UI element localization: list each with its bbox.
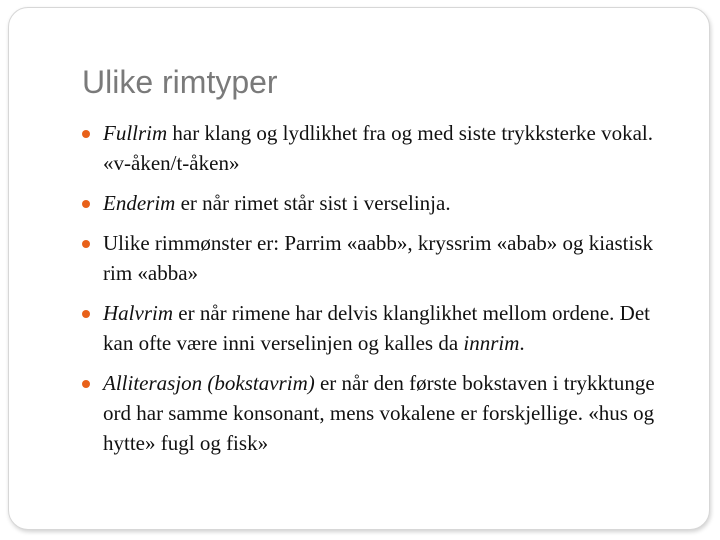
bullet-item-enderim: [82, 188, 682, 218]
bullet-item-alliterasjon: [82, 368, 682, 458]
bullet-item-fullrim: [82, 118, 682, 178]
bullet-dot-icon: [82, 240, 90, 248]
bullet-text: er når rimet står sist i verselinja.: [175, 191, 451, 215]
bullet-dot-icon: [82, 380, 90, 388]
bullet-text: er når den første bokstaven i trykktunge ord har samme konsonant, mens vokalene er forskjellige. «hus og hytte» fugl og fisk»: [103, 371, 655, 455]
term-fullrim: Fullrim: [103, 121, 168, 145]
bullet-text: Ulike rimmønster er: Parrim «aabb», kryssrim «abab» og kiastisk rim «abba»: [103, 231, 653, 285]
term-enderim: Enderim: [103, 191, 176, 215]
bullet-dot-icon: [82, 200, 90, 208]
slide-title: Ulike rimtyper: [82, 64, 278, 100]
term-alliterasjon: Alliterasjon (bokstavrim): [103, 371, 315, 395]
bullet-text-end: .: [519, 331, 525, 355]
bullet-dot-icon: [82, 310, 90, 318]
term-innrim: innrim: [463, 331, 520, 355]
bullet-item-halvrim: [82, 298, 682, 358]
bullet-item-rimmonster: [82, 228, 682, 288]
bullet-dot-icon: [82, 130, 90, 138]
bullet-text: er når rimene har delvis klanglikhet mellom ordene. Det kan ofte være inni verselinjen og kalles da: [103, 301, 651, 355]
bullet-list: [82, 118, 682, 468]
term-halvrim: Halvrim: [103, 301, 173, 325]
bullet-text: har klang og lydlikhet fra og med siste trykksterke vokal. «v-åken/t-åken»: [103, 121, 653, 175]
